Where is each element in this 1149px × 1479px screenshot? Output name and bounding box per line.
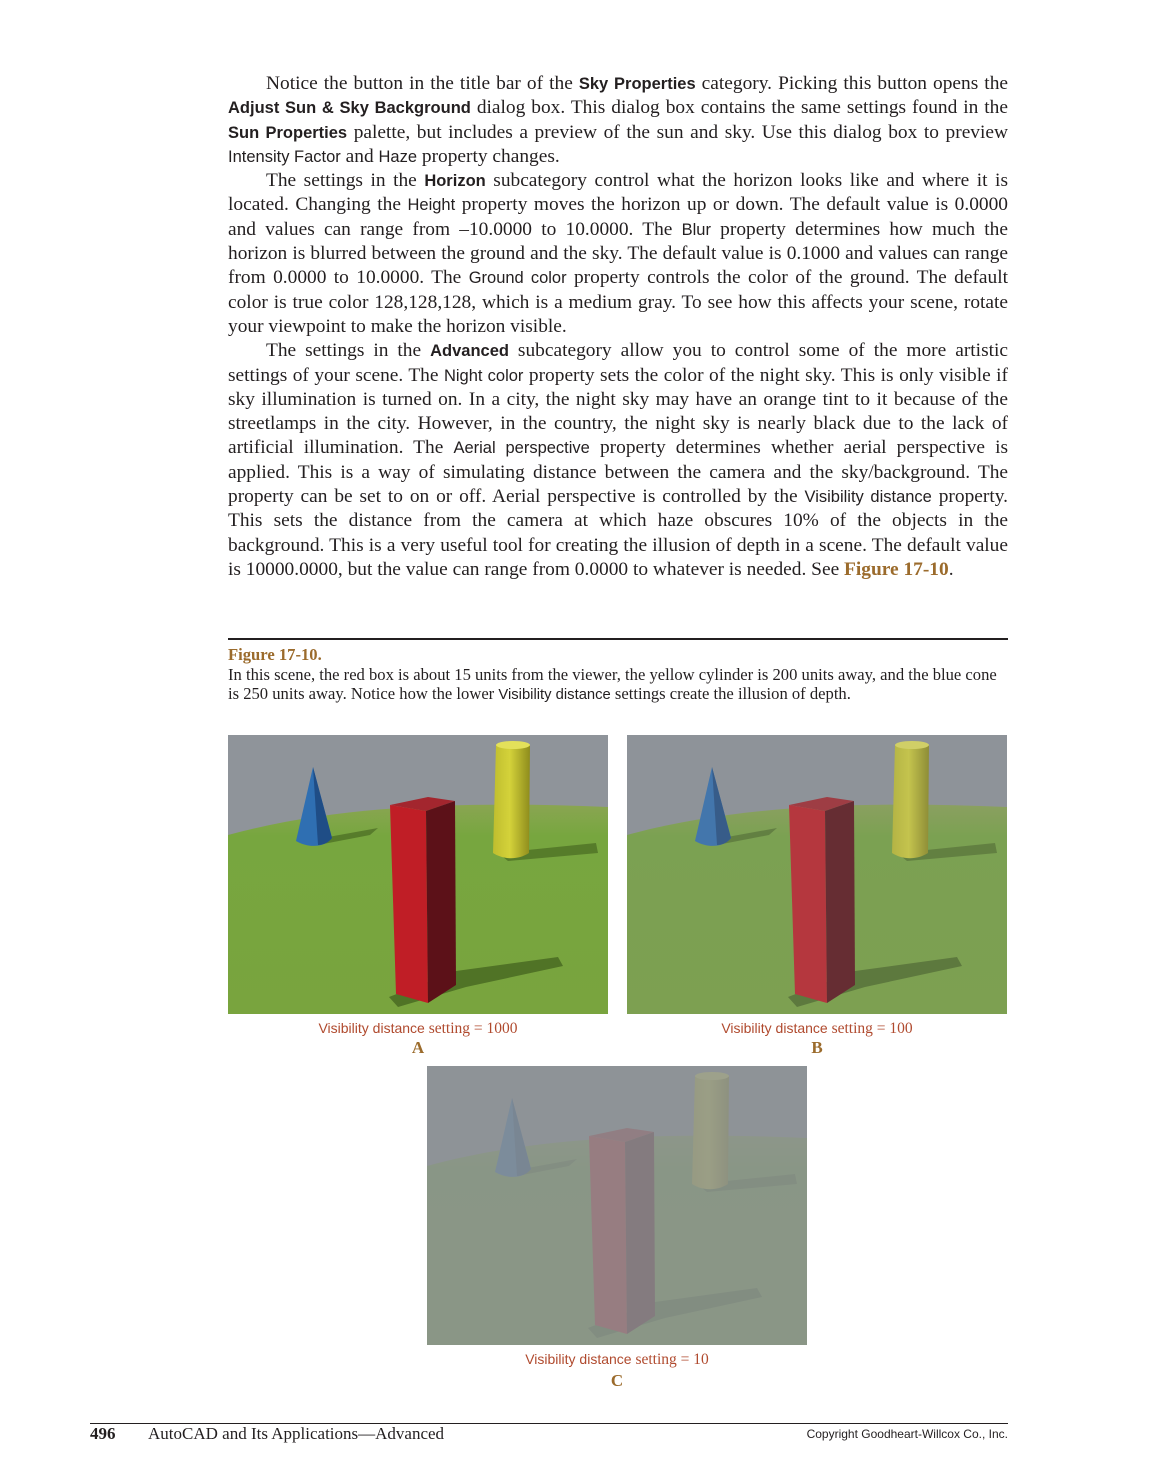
figure-panel-a xyxy=(228,735,608,1014)
panel-b-letter: B xyxy=(811,1038,823,1057)
copyright: Copyright Goodheart-Willcox Co., Inc. xyxy=(806,1427,1008,1441)
figure-panel-c xyxy=(427,1066,807,1345)
figure-title: Figure 17-10. xyxy=(228,645,322,664)
paragraph-3: The settings in the Advanced subcategory allow you to control some of the more artistic settings of your scene. The Night color property sets the color of the night sky. This is only visible if sky illumination is turned on. In a city, the night sky may have an orange tint to it because of the streetlamps in the city. However, in the country, the night sky is nearly black due to the lack of artificial illumination. The Aerial perspective property determines whether aerial perspective is applied. This is a way of simulating distance between the camera and the sky/background. The property can be set to on or off. Aerial perspective is controlled by the Visibility distance property. This sets the distance from the camera at which haze obscures 10% of the objects in the background. This is a very useful tool for creating the illusion of depth in a scene. The default value is 10000.0000, but the value can range from 0.0000 to whatever is needed. See Figure 17-10. xyxy=(228,340,1009,580)
haze-overlay xyxy=(627,735,1007,1014)
panel-b-label: Visibility distance setting = 100 xyxy=(721,1020,913,1037)
panel-a-label: Visibility distance setting = 1000 xyxy=(318,1020,518,1037)
haze-overlay xyxy=(427,1066,807,1345)
figure-panel-b xyxy=(627,735,1007,1014)
paragraph-2: The settings in the Horizon subcategory control what the horizon looks like and where it is located. Changing the Height property moves the horizon up or down. The default value is 0.0000 and values can range from –10.0000 to 10.0000. The Blur property determines how much the horizon is blurred between the ground and the sky. The default value is 0.1000 and values can range from 0.0000 to 10.0000. The Ground color property controls the color of the ground. The default color is true color 128,128,128, which is a medium gray. To see how this affects your scene, rotate your viewpoint to make the horizon visible. xyxy=(228,170,1008,337)
paragraph-1: Notice the button in the title bar of the Sky Properties category. Picking this button opens the Adjust Sun & Sky Background dialog box. This dialog box contains the same settings found in the Sun Properties palette, but includes a preview of the sun and sky. Use this dialog box to preview Intensity Factor and Haze property changes. xyxy=(228,73,1008,167)
page-number: 496 xyxy=(90,1424,116,1443)
panel-a-letter: A xyxy=(411,1038,425,1057)
figure-caption-text: In this scene, the red box is about 15 units from the viewer, the yellow cylinder is 200 units away, and the blue cone is 250 units away. Notice how the lower Visibility distance settings create the illusion of depth. xyxy=(228,664,997,703)
figure-rule xyxy=(228,638,1008,640)
figure-caption xyxy=(228,645,1008,706)
panel-c-label: Visibility distance setting = 10 xyxy=(525,1351,709,1368)
book-title: AutoCAD and Its Applications—Advanced xyxy=(148,1424,445,1443)
body-text xyxy=(228,72,1008,582)
panel-c-letter: C xyxy=(610,1371,624,1390)
